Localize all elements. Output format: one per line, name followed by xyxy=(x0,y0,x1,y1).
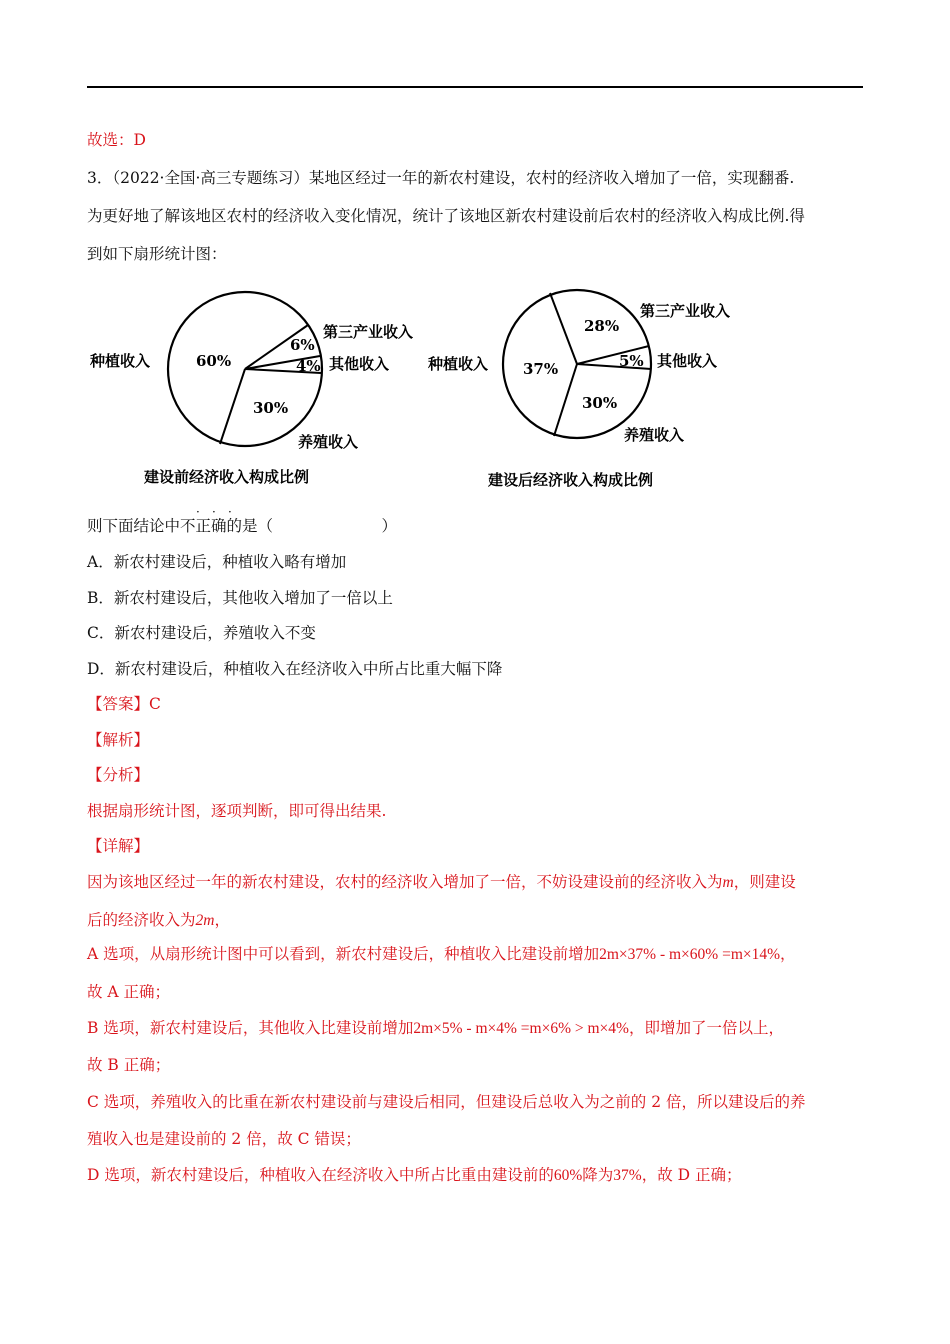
option-d: D．新农村建设后，种植收入在经济收入中所占比重大幅下降 xyxy=(87,660,503,678)
a-analysis-tail: ， xyxy=(780,945,796,963)
pie-after-value-other: 5% xyxy=(619,352,644,370)
pie-before-value-planting: 60% xyxy=(196,352,232,370)
b-analysis-text: B 选项，新农村建设后，其他收入比建设前增加 xyxy=(87,1019,414,1037)
analysis-heading: 【解析】 xyxy=(87,731,150,749)
fenxi-heading: 【分析】 xyxy=(87,766,150,784)
pie-charts-svg xyxy=(87,282,787,502)
pie-after-label-tertiary: 第三产业收入 xyxy=(640,302,731,320)
emphasis-dot-3: · xyxy=(228,505,232,519)
question-line-3: 到如下扇形统计图： xyxy=(87,245,227,263)
pie-chart-after xyxy=(427,290,730,489)
answer-heading: 【答案】C xyxy=(87,695,161,713)
option-a-analysis-line-2: 故 A 正确； xyxy=(87,983,171,1001)
math-2m: 2m xyxy=(195,912,215,929)
d-analysis-mid: 降为 xyxy=(582,1166,614,1184)
detail-2-text: 后的经济收入为 xyxy=(87,911,196,929)
b-analysis-formula: 2m×5% - m×4% =m×6% > m×4% xyxy=(413,1020,629,1037)
emphasis-dot-2: · xyxy=(212,505,216,519)
d-analysis-tail: ，故 D 正确； xyxy=(641,1166,742,1184)
header-rule xyxy=(87,86,863,88)
math-m: m xyxy=(722,874,734,891)
pie-charts-figure xyxy=(87,282,787,502)
pie-before-title: 建设前经济收入构成比例 xyxy=(144,468,310,486)
pie-before-value-breeding: 30% xyxy=(253,399,289,417)
b-analysis-tail: ，即增加了一倍以上， xyxy=(628,1019,784,1037)
d-analysis-value-before: 60% xyxy=(553,1167,583,1184)
pie-before-value-tertiary: 6% xyxy=(290,336,315,354)
option-d-analysis-line xyxy=(87,1165,742,1186)
a-analysis-formula: 2m×37% - m×60% =m×14% xyxy=(599,946,781,963)
pie-before-label-tertiary: 第三产业收入 xyxy=(323,323,414,341)
emphasis-dot-1: · xyxy=(196,505,200,519)
pie-after-label-other: 其他收入 xyxy=(657,352,718,370)
option-a: A．新农村建设后，种植收入略有增加 xyxy=(87,553,347,571)
question-line-1: 3．（2022·全国·高三专题练习）某地区经过一年的新农村建设，农村的经济收入增加了一倍，实现翻番. xyxy=(87,169,795,187)
pie-before-label-other: 其他收入 xyxy=(329,355,390,373)
a-analysis-text: A 选项，从扇形统计图中可以看到，新农村建设后，种植收入比建设前增加 xyxy=(87,945,600,963)
pie-after-value-breeding: 30% xyxy=(582,394,618,412)
option-a-analysis-line-1 xyxy=(87,944,796,965)
question-line-2: 为更好地了解该地区农村的经济收入变化情况，统计了该地区新农村建设前后农村的经济收入构成比例.得 xyxy=(87,207,805,225)
detail-line-2 xyxy=(87,910,230,931)
pie-before-label-breeding: 养殖收入 xyxy=(298,433,359,451)
pie-after-label-breeding: 养殖收入 xyxy=(624,426,685,444)
d-analysis-text: D 选项，新农村建设后，种植收入在经济收入中所占比重由建设前的 xyxy=(87,1166,554,1184)
option-b-analysis-line-1 xyxy=(87,1018,784,1039)
pie-chart-before xyxy=(89,292,413,486)
option-b: B．新农村建设后，其他收入增加了一倍以上 xyxy=(87,589,393,607)
option-c-analysis-line-1: C 选项，养殖收入的比重在新农村建设前与建设后相同，但建设后总收入为之前的 2 倍，所以建设后的养 xyxy=(87,1093,806,1111)
pie-before-value-other: 4% xyxy=(296,357,321,375)
fenxi-text: 根据扇形统计图，逐项判断，即可得出结果. xyxy=(87,802,387,820)
option-b-analysis-line-2: 故 B 正确； xyxy=(87,1056,171,1074)
previous-answer: 故选：D xyxy=(87,131,146,149)
d-analysis-value-after: 37% xyxy=(613,1167,642,1184)
detail-2-tail: ， xyxy=(214,911,230,929)
pie-after-title: 建设后经济收入构成比例 xyxy=(488,471,654,489)
option-c: C．新农村建设后，养殖收入不变 xyxy=(87,624,316,642)
detail-heading: 【详解】 xyxy=(87,837,150,855)
pie-after-radius-1 xyxy=(550,293,577,364)
detail-1-text: 因为该地区经过一年的新农村建设，农村的经济收入增加了一倍，不妨设建设前的经济收入为 xyxy=(87,873,723,891)
detail-1-tail: ，则建设 xyxy=(733,873,796,891)
pie-after-value-planting: 37% xyxy=(523,360,559,378)
option-c-analysis-line-2: 殖收入也是建设前的 2 倍，故 C 错误； xyxy=(87,1130,361,1148)
pie-before-label-planting: 种植收入 xyxy=(90,352,151,370)
pie-before-radius-4 xyxy=(220,369,245,444)
question-stem: 则下面结论中不正确的是（ ） xyxy=(87,517,398,535)
detail-line-1 xyxy=(87,872,796,893)
pie-after-label-planting: 种植收入 xyxy=(428,355,489,373)
pie-after-value-tertiary: 28% xyxy=(584,317,620,335)
